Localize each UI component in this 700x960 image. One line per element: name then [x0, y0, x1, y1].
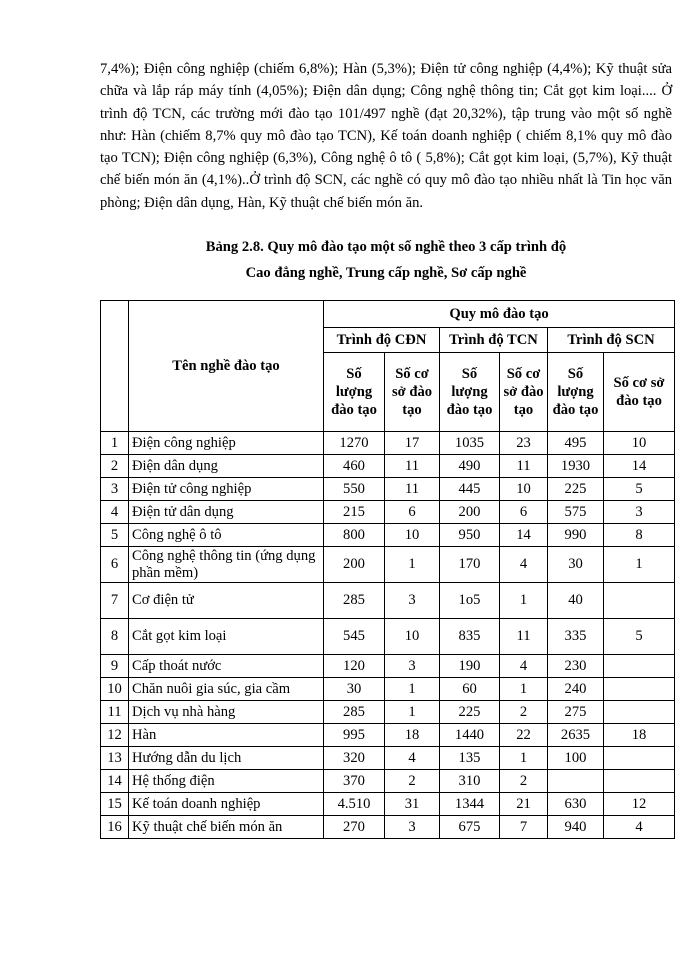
- scn-count-cell: 335: [548, 619, 604, 655]
- occupation-name-cell: Công nghệ thông tin (ứng dụng phần mềm): [129, 547, 324, 583]
- table-row: [101, 701, 675, 724]
- row-index-cell: 15: [101, 793, 129, 816]
- scn-facilities-cell: [604, 770, 675, 793]
- scn-facilities-cell: 5: [604, 478, 675, 501]
- cdn-count-cell: 370: [324, 770, 385, 793]
- table-row: [101, 432, 675, 455]
- cdn-count-cell: 1270: [324, 432, 385, 455]
- row-index-cell: 12: [101, 724, 129, 747]
- header-occupation-name: Tên nghề đào tạo: [129, 301, 324, 432]
- row-index-cell: 5: [101, 524, 129, 547]
- occupation-name-cell: Hàn: [129, 724, 324, 747]
- tcn-facilities-cell: 2: [500, 701, 548, 724]
- tcn-count-cell: 1o5: [440, 583, 500, 619]
- row-index-cell: 16: [101, 816, 129, 839]
- row-index-cell: 2: [101, 455, 129, 478]
- cdn-count-cell: 800: [324, 524, 385, 547]
- row-index-cell: 4: [101, 501, 129, 524]
- header-tcn-count: Số lượng đào tạo: [440, 353, 500, 432]
- tcn-count-cell: 1035: [440, 432, 500, 455]
- scn-facilities-cell: [604, 678, 675, 701]
- row-index-cell: 3: [101, 478, 129, 501]
- tcn-count-cell: 310: [440, 770, 500, 793]
- scn-facilities-cell: 3: [604, 501, 675, 524]
- scn-count-cell: 230: [548, 655, 604, 678]
- scn-count-cell: 990: [548, 524, 604, 547]
- tcn-facilities-cell: 4: [500, 655, 548, 678]
- cdn-count-cell: 215: [324, 501, 385, 524]
- row-index-cell: 6: [101, 547, 129, 583]
- occupation-name-cell: Kỹ thuật chế biến món ăn: [129, 816, 324, 839]
- table-body: [101, 432, 675, 839]
- occupation-name-cell: Hướng dẫn du lịch: [129, 747, 324, 770]
- cdn-facilities-cell: 1: [385, 701, 440, 724]
- training-scale-table: [100, 300, 675, 839]
- cdn-count-cell: 200: [324, 547, 385, 583]
- occupation-name-cell: Cắt gọt kim loại: [129, 619, 324, 655]
- row-index-cell: 8: [101, 619, 129, 655]
- row-index-cell: 11: [101, 701, 129, 724]
- row-index-cell: 1: [101, 432, 129, 455]
- cdn-facilities-cell: 6: [385, 501, 440, 524]
- cdn-count-cell: 460: [324, 455, 385, 478]
- tcn-count-cell: 1440: [440, 724, 500, 747]
- scn-count-cell: 495: [548, 432, 604, 455]
- tcn-count-cell: 60: [440, 678, 500, 701]
- tcn-facilities-cell: 6: [500, 501, 548, 524]
- table-row: [101, 655, 675, 678]
- table-row: [101, 816, 675, 839]
- cdn-facilities-cell: 18: [385, 724, 440, 747]
- tcn-count-cell: 675: [440, 816, 500, 839]
- cdn-facilities-cell: 3: [385, 583, 440, 619]
- scn-count-cell: 275: [548, 701, 604, 724]
- cdn-facilities-cell: 1: [385, 547, 440, 583]
- tcn-count-cell: 445: [440, 478, 500, 501]
- tcn-facilities-cell: 22: [500, 724, 548, 747]
- occupation-name-cell: Cấp thoát nước: [129, 655, 324, 678]
- cdn-count-cell: 270: [324, 816, 385, 839]
- cdn-count-cell: 4.510: [324, 793, 385, 816]
- tcn-facilities-cell: 11: [500, 619, 548, 655]
- cdn-facilities-cell: 3: [385, 816, 440, 839]
- header-level-cdn: Trình độ CĐN: [324, 328, 440, 353]
- occupation-name-cell: Điện dân dụng: [129, 455, 324, 478]
- scn-facilities-cell: 12: [604, 793, 675, 816]
- tcn-facilities-cell: 1: [500, 747, 548, 770]
- cdn-count-cell: 995: [324, 724, 385, 747]
- cdn-count-cell: 550: [324, 478, 385, 501]
- table-row: [101, 583, 675, 619]
- tcn-count-cell: 200: [440, 501, 500, 524]
- scn-facilities-cell: [604, 701, 675, 724]
- scn-count-cell: 40: [548, 583, 604, 619]
- row-index-cell: 10: [101, 678, 129, 701]
- cdn-facilities-cell: 17: [385, 432, 440, 455]
- scn-count-cell: [548, 770, 604, 793]
- scn-count-cell: 630: [548, 793, 604, 816]
- header-level-tcn: Trình độ TCN: [440, 328, 548, 353]
- tcn-count-cell: 135: [440, 747, 500, 770]
- tcn-count-cell: 190: [440, 655, 500, 678]
- cdn-facilities-cell: 2: [385, 770, 440, 793]
- occupation-name-cell: Cơ điện tử: [129, 583, 324, 619]
- header-cdn-facilities: Số cơ sở đào tạo: [385, 353, 440, 432]
- cdn-facilities-cell: 1: [385, 678, 440, 701]
- scn-count-cell: 240: [548, 678, 604, 701]
- header-index: [101, 301, 129, 432]
- occupation-name-cell: Điện tử công nghiệp: [129, 478, 324, 501]
- table-row: [101, 747, 675, 770]
- row-index-cell: 14: [101, 770, 129, 793]
- scn-facilities-cell: 8: [604, 524, 675, 547]
- row-index-cell: 7: [101, 583, 129, 619]
- tcn-facilities-cell: 21: [500, 793, 548, 816]
- tcn-facilities-cell: 2: [500, 770, 548, 793]
- cdn-facilities-cell: 11: [385, 455, 440, 478]
- tcn-facilities-cell: 1: [500, 678, 548, 701]
- tcn-facilities-cell: 4: [500, 547, 548, 583]
- cdn-count-cell: 320: [324, 747, 385, 770]
- tcn-count-cell: 835: [440, 619, 500, 655]
- table-row: [101, 724, 675, 747]
- scn-count-cell: 575: [548, 501, 604, 524]
- tcn-facilities-cell: 10: [500, 478, 548, 501]
- header-training-scale: Quy mô đào tạo: [324, 301, 675, 328]
- table-row: [101, 478, 675, 501]
- table-row: [101, 501, 675, 524]
- scn-facilities-cell: 4: [604, 816, 675, 839]
- table-row: [101, 547, 675, 583]
- tcn-facilities-cell: 11: [500, 455, 548, 478]
- cdn-facilities-cell: 31: [385, 793, 440, 816]
- occupation-name-cell: Điện công nghiệp: [129, 432, 324, 455]
- row-index-cell: 9: [101, 655, 129, 678]
- table-row: [101, 793, 675, 816]
- table-caption-title: Bảng 2.8. Quy mô đào tạo một số nghề theo 3 cấp trình độ: [205, 239, 567, 255]
- header-scn-count: Số lượng đào tạo: [548, 353, 604, 432]
- scn-facilities-cell: 18: [604, 724, 675, 747]
- cdn-facilities-cell: 3: [385, 655, 440, 678]
- header-tcn-facilities: Số cơ sở đào tạo: [500, 353, 548, 432]
- cdn-facilities-cell: 11: [385, 478, 440, 501]
- row-index-cell: 13: [101, 747, 129, 770]
- scn-count-cell: 940: [548, 816, 604, 839]
- body-paragraph: 7,4%); Điện công nghiệp (chiếm 6,8%); Hàn (5,3%); Điện tử công nghiệp (4,4%); Kỹ thuật sửa chữa và lắp ráp máy tính (4,05%); Điện dân dụng; Công nghệ thông tin; Cắt gọt kim loại.... Ở trình độ TCN, các trường mới đào tạo 101/497 nghề (đạt 20,32%), tập trung vào một số nghề như: Hàn (chiếm 8,7% quy mô đào tạo TCN), Kế toán doanh nghiệp ( chiếm 8,1% quy mô đào tạo TCN); Điện công nghiệp (6,3%), Công nghệ ô tô ( 5,8%); Cắt gọt kim loại, (5,7%), Kỹ thuật chế biến món ăn (4,1%)..Ở trình độ SCN, các nghề có quy mô đào tạo nhiều nhất là Tin học văn phòng; Điện dân dụng, Hàn, Kỹ thuật chế biến món ăn.: [100, 61, 672, 211]
- scn-count-cell: 225: [548, 478, 604, 501]
- table-row: [101, 524, 675, 547]
- cdn-count-cell: 285: [324, 701, 385, 724]
- scn-count-cell: 30: [548, 547, 604, 583]
- scn-count-cell: 1930: [548, 455, 604, 478]
- tcn-count-cell: 1344: [440, 793, 500, 816]
- occupation-name-cell: Công nghệ ô tô: [129, 524, 324, 547]
- scn-facilities-cell: [604, 583, 675, 619]
- occupation-name-cell: Hệ thống điện: [129, 770, 324, 793]
- scn-facilities-cell: 1: [604, 547, 675, 583]
- scn-count-cell: 100: [548, 747, 604, 770]
- tcn-count-cell: 950: [440, 524, 500, 547]
- tcn-facilities-cell: 7: [500, 816, 548, 839]
- scn-facilities-cell: [604, 655, 675, 678]
- cdn-count-cell: 285: [324, 583, 385, 619]
- table-row: [101, 455, 675, 478]
- table-row: [101, 770, 675, 793]
- occupation-name-cell: Dịch vụ nhà hàng: [129, 701, 324, 724]
- cdn-count-cell: 120: [324, 655, 385, 678]
- table-caption-subtitle: Cao đẳng nghề, Trung cấp nghề, Sơ cấp nghề: [245, 265, 527, 281]
- header-cdn-count: Số lượng đào tạo: [324, 353, 385, 432]
- table-row: [101, 619, 675, 655]
- cdn-count-cell: 545: [324, 619, 385, 655]
- scn-facilities-cell: [604, 747, 675, 770]
- scn-facilities-cell: 10: [604, 432, 675, 455]
- scn-facilities-cell: 14: [604, 455, 675, 478]
- table-row: [101, 678, 675, 701]
- tcn-facilities-cell: 14: [500, 524, 548, 547]
- cdn-facilities-cell: 10: [385, 524, 440, 547]
- header-scn-facilities: Số cơ sở đào tạo: [604, 353, 675, 432]
- scn-facilities-cell: 5: [604, 619, 675, 655]
- occupation-name-cell: Kế toán doanh nghiệp: [129, 793, 324, 816]
- scn-count-cell: 2635: [548, 724, 604, 747]
- tcn-facilities-cell: 23: [500, 432, 548, 455]
- cdn-facilities-cell: 10: [385, 619, 440, 655]
- occupation-name-cell: Điện tử dân dụng: [129, 501, 324, 524]
- cdn-count-cell: 30: [324, 678, 385, 701]
- occupation-name-cell: Chăn nuôi gia súc, gia cầm: [129, 678, 324, 701]
- tcn-facilities-cell: 1: [500, 583, 548, 619]
- cdn-facilities-cell: 4: [385, 747, 440, 770]
- tcn-count-cell: 170: [440, 547, 500, 583]
- header-level-scn: Trình độ SCN: [548, 328, 675, 353]
- tcn-count-cell: 490: [440, 455, 500, 478]
- tcn-count-cell: 225: [440, 701, 500, 724]
